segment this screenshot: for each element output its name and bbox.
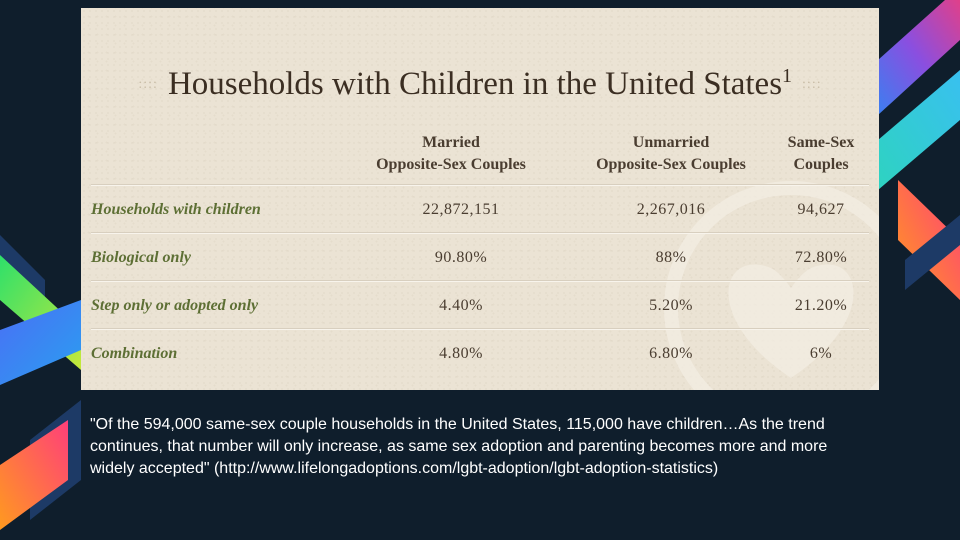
table-row [91, 233, 869, 281]
cell-same-sex: 6% [809, 345, 833, 362]
column-header-unmarried [571, 132, 771, 176]
table-title [168, 66, 792, 103]
quote-text: "Of the 594,000 same-sex couple households in the United States, 115,000 have children…As the trend continues, that number will only increase, as same sex adoption and parenting becomes more and more widely accepted" (http://www.lifelongadoptions.com/lgbt-adoption/lgbt-adoption-statistics) [90, 416, 828, 477]
column-header-line: Unmarried [632, 134, 710, 151]
title-dots-right: :::: [802, 76, 822, 92]
column-header-line: Married [422, 134, 480, 151]
title-dots-left: :::: [138, 76, 158, 92]
cell-unmarried: 6.80% [649, 345, 693, 362]
row-label: Step only or adopted only [91, 297, 259, 314]
table-row [91, 281, 869, 329]
cell-married: 22,872,151 [422, 201, 500, 218]
cell-unmarried: 5.20% [649, 297, 693, 314]
table-image-panel [81, 8, 879, 390]
cell-married: 90.80% [434, 249, 488, 266]
table-row [91, 185, 869, 233]
row-label: Combination [91, 345, 178, 362]
cell-same-sex: 21.20% [794, 297, 848, 314]
cell-married: 4.80% [439, 345, 483, 362]
column-header-same-sex [771, 132, 871, 176]
column-header-line: Opposite-Sex Couples [596, 156, 746, 173]
cell-same-sex: 94,627 [797, 201, 845, 218]
table-title-text: Households with Children in the United States [167, 66, 783, 102]
row-label: Households with children [91, 201, 261, 218]
row-label: Biological only [91, 249, 191, 266]
column-header-line: Couples [793, 156, 849, 173]
cell-unmarried: 88% [655, 249, 687, 266]
title-footnote: 1 [782, 65, 793, 87]
column-header-married [351, 132, 551, 176]
data-table [91, 185, 869, 377]
cell-unmarried: 2,267,016 [636, 201, 706, 218]
column-header-line: Opposite-Sex Couples [376, 156, 526, 173]
column-header-line: Same-Sex [787, 134, 855, 151]
table-row [91, 329, 869, 377]
table-title-row [81, 66, 879, 103]
cell-married: 4.40% [439, 297, 483, 314]
cell-same-sex: 72.80% [794, 249, 848, 266]
